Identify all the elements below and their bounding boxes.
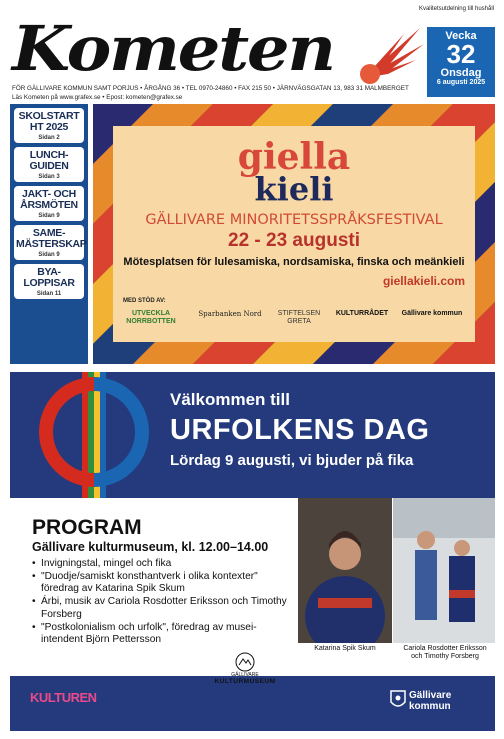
- masthead-info: FÖR GÄLLIVARE KOMMUN SAMT PORJUS • ÅRGÅNG 36 • TEL 0970-24860 • FAX 215 50 • JÄRNVÄGSGATAN 13, 983 31 MALMBERGET: [12, 85, 409, 92]
- photo-caption-1: Katarina Spik Skum: [314, 645, 376, 652]
- museum-line2: KULTURMUSEUM: [214, 678, 276, 685]
- sidebar-item-page: Sidan 9: [38, 252, 60, 258]
- festival-url[interactable]: giellakieli.com: [382, 274, 465, 288]
- sidebar-item-jakt[interactable]: [14, 186, 84, 221]
- festival-tagline: Mötesplatsen för lulesamiska, nordsamiska, finska och meänkieli: [123, 256, 465, 268]
- weekday: Onsdag: [440, 67, 482, 79]
- museum-logo: [210, 652, 280, 685]
- event-welcome: Välkommen till: [170, 390, 290, 409]
- sami-flag-circle-icon: [24, 372, 154, 498]
- festival-ad[interactable]: [93, 104, 495, 364]
- sidebar-item-page: Sidan 9: [38, 213, 60, 219]
- sponsor-kulturradet: KULTURRÅDET: [335, 310, 389, 317]
- sidebar-item-title: SAME-MÄSTERSKAP: [16, 227, 87, 250]
- sponsor-utveckla: UTVECKLA NORRBOTTEN: [126, 310, 176, 325]
- week-label: Vecka: [445, 30, 477, 42]
- sidebar-item-title: JAKT- OCH ÅRSMÖTEN: [20, 188, 78, 211]
- issue-date: 6 augusti 2025: [436, 79, 486, 86]
- sidebar-item-title: SKOLSTART HT 2025: [18, 110, 80, 133]
- sidebar-item-title: BYA-LOPPISAR: [23, 266, 75, 289]
- sidebar-item-title: LUNCH-GUIDEN: [29, 149, 69, 172]
- list-item: • "Duodje/samiskt konsthantverk i olika kontexter" föredrag av Katarina Spik Skum: [32, 571, 294, 596]
- sidebar-item-lunchguiden[interactable]: [14, 147, 84, 182]
- festival-dates: 22 - 23 augusti: [228, 230, 360, 251]
- museum-line1: GÄLLIVARE: [231, 672, 259, 678]
- sidebar-item-same[interactable]: [14, 225, 87, 260]
- photo-caption-2: Cariola Rosdotter Eriksson och Timothy Forsberg: [403, 645, 487, 660]
- sponsor-gallivare: Gällivare kommun: [401, 310, 463, 317]
- newspaper-logo: Kometen: [12, 12, 334, 85]
- list-item: • Árbi, musik av Cariola Rosdotter Eriksson och Timothy Forsberg: [32, 596, 294, 621]
- list-item: • Invigningstal, mingel och fika: [32, 558, 294, 571]
- brand-kieli: kieli: [254, 170, 334, 208]
- kulturen-logo-text: KULTUREN: [30, 690, 97, 705]
- week-box: [427, 27, 495, 97]
- person-photo-icon: [298, 498, 392, 643]
- sponsor-sparbanken: Sparbanken Nord: [198, 310, 262, 318]
- program-list: [32, 558, 294, 647]
- sidebar-item-page: Sidan 2: [38, 135, 60, 141]
- photo-cariola-timothy: [393, 498, 495, 643]
- museum-emblem-icon: [235, 652, 255, 672]
- event-title: URFOLKENS DAG: [170, 414, 430, 446]
- event-banner: [10, 372, 495, 498]
- brand-giella: giella: [237, 136, 351, 178]
- comet-icon: [358, 26, 426, 86]
- logo-line1: Gällivare: [409, 690, 452, 701]
- sidebar-item-bya[interactable]: [14, 264, 84, 299]
- list-item: • "Postkolonialism och urfolk", föredrag av musei-intendent Björn Pettersson: [32, 622, 294, 647]
- contents-sidebar: [10, 104, 88, 364]
- sponsor-greta: STIFTELSEN GRETA: [277, 310, 321, 325]
- sidebar-item-page: Sidan 11: [36, 291, 62, 297]
- program-section: [10, 498, 298, 676]
- program-location: Gällivare kulturmuseum, kl. 12.00–14.00: [32, 540, 269, 554]
- gallivare-crest-icon: [390, 690, 406, 710]
- people-photo-icon: [393, 498, 495, 643]
- gallivare-kommun-logo: [409, 690, 451, 712]
- festival-name: GÄLLIVARE MINORITETSSPRÅKSFESTIVAL: [145, 212, 443, 228]
- logo-line2: kommun: [409, 701, 451, 712]
- tagline: Kvalitetsutdelning till hushåll: [418, 6, 494, 12]
- event-subtitle: Lördag 9 augusti, vi bjuder på fika: [170, 452, 414, 469]
- supported-by-label: MED STÖD AV:: [123, 298, 166, 304]
- kulturen-logo: [30, 690, 97, 705]
- ad-card: [113, 126, 475, 342]
- week-number: 32: [446, 39, 476, 69]
- sidebar-item-skolstart[interactable]: [14, 108, 84, 143]
- program-title: PROGRAM: [32, 516, 142, 539]
- photo-katarina: [298, 498, 392, 643]
- masthead-contact[interactable]: Läs Kometen på www.grafex.se • Epost: kometen@grafex.se: [12, 94, 183, 101]
- sidebar-item-page: Sidan 3: [38, 174, 60, 180]
